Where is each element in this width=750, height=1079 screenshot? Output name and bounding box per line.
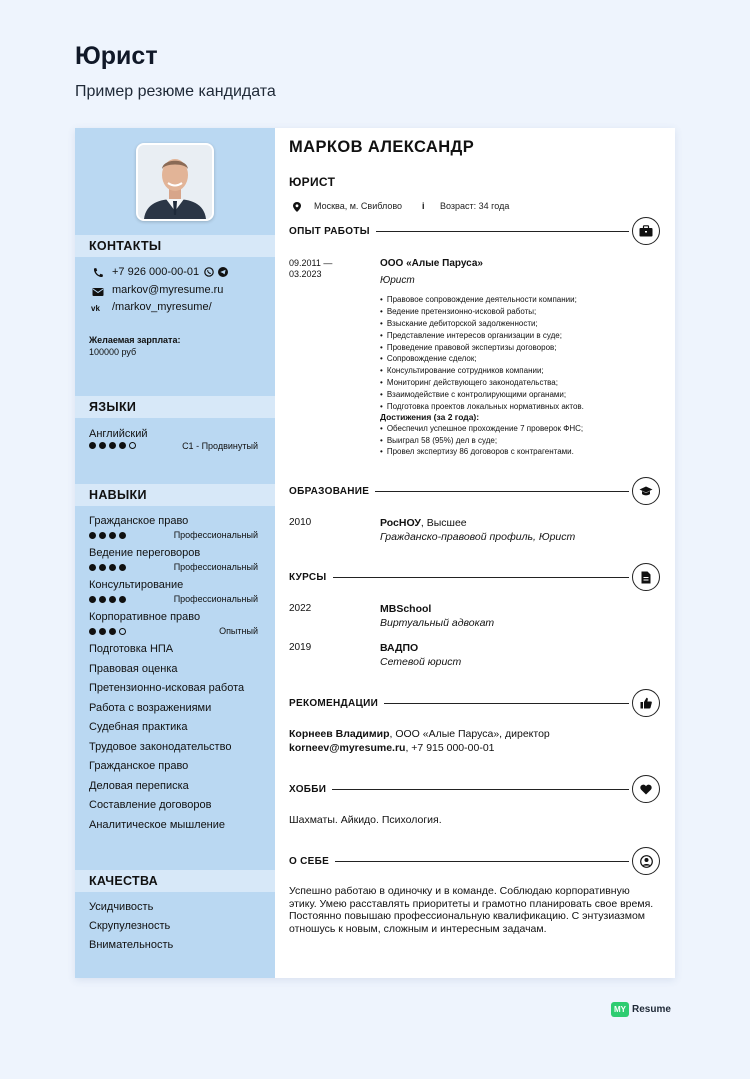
graduation-cap-icon xyxy=(632,477,660,505)
skill-level: Опытный xyxy=(219,626,258,636)
candidate-role: ЮРИСТ xyxy=(289,175,336,189)
section-divider xyxy=(289,577,629,578)
rating-dot xyxy=(89,564,96,571)
rating-dot xyxy=(89,596,96,603)
rating-dot xyxy=(109,628,116,635)
candidate-photo xyxy=(136,143,214,221)
achievements-label: Достижения (за 2 года): xyxy=(380,412,480,422)
candidate-name: МАРКОВ АЛЕКСАНДР xyxy=(289,138,475,156)
skill-item: Работа с возражениями xyxy=(89,702,212,714)
rating-dot xyxy=(99,564,106,571)
job-duty: • Проведение правовой экспертизы договоров; xyxy=(380,343,557,352)
job-company: ООО «Алые Паруса» xyxy=(380,258,483,269)
thumbs-up-icon xyxy=(632,689,660,717)
recommendation-person xyxy=(289,728,550,740)
job-duty: • Правовое сопровождение деятельности компании; xyxy=(380,295,577,304)
candidate-location: Москва, м. Свиблово xyxy=(314,201,403,211)
heart-icon xyxy=(632,775,660,803)
page-subtitle: Пример резюме кандидата xyxy=(75,83,276,100)
phone-number[interactable]: +7 926 000-00-01 xyxy=(112,266,200,278)
skill-rating xyxy=(89,596,126,603)
vk-profile[interactable]: /markov_myresume/ xyxy=(112,301,212,313)
email-icon xyxy=(92,286,104,298)
rating-dot xyxy=(89,532,96,539)
info-icon: i xyxy=(422,201,425,211)
language-level: C1 - Продвинутый xyxy=(182,441,258,451)
job-duty: • Взаимодействие с контролирующими органами; xyxy=(380,390,566,399)
courses-heading: КУРСЫ xyxy=(289,572,333,583)
education-year: 2010 xyxy=(289,517,312,528)
resume-sidebar xyxy=(75,128,275,978)
course-year: 2019 xyxy=(289,642,312,653)
skill-rating xyxy=(89,628,126,635)
course-school: MBSchool xyxy=(380,603,432,615)
candidate-age: Возраст: 34 года xyxy=(440,201,510,211)
skill-rating xyxy=(89,532,126,539)
rating-dot xyxy=(109,564,116,571)
hobby-text: Шахматы. Айкидо. Психология. xyxy=(289,814,442,826)
quality-item: Внимательность xyxy=(89,939,174,951)
skill-item: Трудовое законодательство xyxy=(89,741,232,753)
section-divider xyxy=(289,861,629,862)
job-duty: • Сопровождение сделок; xyxy=(380,354,477,363)
job-duty: • Консультирование сотрудников компании; xyxy=(380,366,544,375)
education-profile: Гражданско-правовой профиль, Юрист xyxy=(380,531,576,543)
education-heading: ОБРАЗОВАНИЕ xyxy=(289,486,375,497)
vk-icon: vk xyxy=(91,304,100,313)
contacts-heading: КОНТАКТЫ xyxy=(75,235,275,257)
location-pin-icon xyxy=(293,202,301,212)
language-name: Английский xyxy=(89,428,148,440)
telegram-icon[interactable] xyxy=(218,267,228,277)
rating-dot xyxy=(99,532,106,539)
skill-level: Профессиональный xyxy=(173,594,258,604)
achievement-item: • Выиграл 58 (95%) дел в суде; xyxy=(380,436,497,445)
rating-dot xyxy=(89,628,96,635)
job-duty: • Представление интересов организации в суде; xyxy=(380,331,562,340)
skill-name: Корпоративное право xyxy=(89,611,201,623)
recommendation-name: Корнеев Владимир xyxy=(289,728,390,740)
skill-name: Консультирование xyxy=(89,579,184,591)
job-period-end: 03.2023 xyxy=(289,269,322,279)
page-title: Юрист xyxy=(75,42,158,70)
document-icon xyxy=(632,563,660,591)
course-title: Виртуальный адвокат xyxy=(380,617,495,629)
skill-item: Аналитическое мышление xyxy=(89,819,226,831)
course-title: Сетевой юрист xyxy=(380,656,462,668)
course-year: 2022 xyxy=(289,603,312,614)
skill-item: Судебная практика xyxy=(89,721,188,733)
rating-dot xyxy=(119,442,126,449)
rating-dot xyxy=(99,442,106,449)
hobby-heading: ХОББИ xyxy=(289,784,332,795)
rating-dot xyxy=(89,442,96,449)
logo-text: Resume xyxy=(632,1004,671,1015)
job-duty: • Ведение претензионно-исковой работы; xyxy=(380,307,536,316)
job-position: Юрист xyxy=(380,275,415,286)
myresume-logo[interactable] xyxy=(611,1002,671,1017)
skill-rating xyxy=(89,564,126,571)
languages-heading: ЯЗЫКИ xyxy=(75,396,275,418)
skill-level: Профессиональный xyxy=(173,562,258,572)
recommendation-contacts xyxy=(289,742,495,754)
phone-icon xyxy=(92,267,104,279)
skill-name: Ведение переговоров xyxy=(89,547,201,559)
job-duty: • Взыскание дебиторской задолженности; xyxy=(380,319,538,328)
rating-dot xyxy=(99,596,106,603)
skill-item: Деловая переписка xyxy=(89,780,189,792)
skills-heading: НАВЫКИ xyxy=(75,484,275,506)
qualities-heading: КАЧЕСТВА xyxy=(75,870,275,892)
resume-card xyxy=(75,128,675,978)
about-text: Успешно работаю в одиночку и в команде. Соблюдаю корпоративную этику. Умею расставлять приоритеты и грамотно планировать свое время. Постоянно повышаю профессиональную квалификацию. С энтузиазмом отношусь к новым, сложным и интересным задачам. xyxy=(289,885,654,936)
rating-dot-empty xyxy=(119,628,126,635)
rating-dot xyxy=(109,442,116,449)
skill-level: Профессиональный xyxy=(173,530,258,540)
course-school: ВАДПО xyxy=(380,642,419,654)
quality-item: Скрупулезность xyxy=(89,920,171,932)
quality-item: Усидчивость xyxy=(89,901,154,913)
skill-name: Гражданское право xyxy=(89,515,189,527)
rating-dot xyxy=(99,628,106,635)
resume-main xyxy=(275,128,675,978)
job-duty: • Мониторинг действующего законодательства; xyxy=(380,378,558,387)
experience-heading: ОПЫТ РАБОТЫ xyxy=(289,226,376,237)
rating-dot xyxy=(109,532,116,539)
skill-item: Составление договоров xyxy=(89,799,212,811)
recommendation-company: , ООО «Алые Паруса», директор xyxy=(389,728,550,740)
salary-label: Желаемая зарплата: xyxy=(89,335,181,345)
skill-item: Гражданское право xyxy=(89,760,189,772)
about-heading: О СЕБЕ xyxy=(289,856,335,867)
skill-item: Претензионно-исковая работа xyxy=(89,682,245,694)
recommendation-email[interactable]: korneev@myresume.ru xyxy=(289,742,406,754)
recommendation-phone[interactable]: , +7 915 000-00-01 xyxy=(405,742,495,754)
recommendations-heading: РЕКОМЕНДАЦИИ xyxy=(289,698,384,709)
job-period-start: 09.2011 — xyxy=(289,258,333,268)
user-icon xyxy=(632,847,660,875)
education-entry xyxy=(380,517,467,529)
education-degree: , Высшее xyxy=(420,517,467,529)
achievement-item: • Обеспечил успешное прохождение 7 проверок ФНС; xyxy=(380,424,583,433)
rating-dot-empty xyxy=(129,442,136,449)
achievement-item: • Провел экспертизу 86 договоров с контрагентами. xyxy=(380,447,574,456)
education-school: РосНОУ xyxy=(380,517,421,529)
briefcase-icon xyxy=(632,217,660,245)
rating-dot xyxy=(119,596,126,603)
skill-item: Правовая оценка xyxy=(89,663,178,675)
email-address[interactable]: markov@myresume.ru xyxy=(112,284,224,296)
rating-dot xyxy=(109,596,116,603)
section-divider xyxy=(289,789,629,790)
language-rating xyxy=(89,442,136,449)
rating-dot xyxy=(119,564,126,571)
job-duty: • Подготовка проектов локальных нормативных актов. xyxy=(380,402,584,411)
rating-dot xyxy=(119,532,126,539)
skill-item: Подготовка НПА xyxy=(89,643,174,655)
salary-value: 100000 руб xyxy=(89,347,137,357)
whatsapp-icon[interactable] xyxy=(204,267,214,277)
logo-badge: MY xyxy=(611,1002,629,1017)
